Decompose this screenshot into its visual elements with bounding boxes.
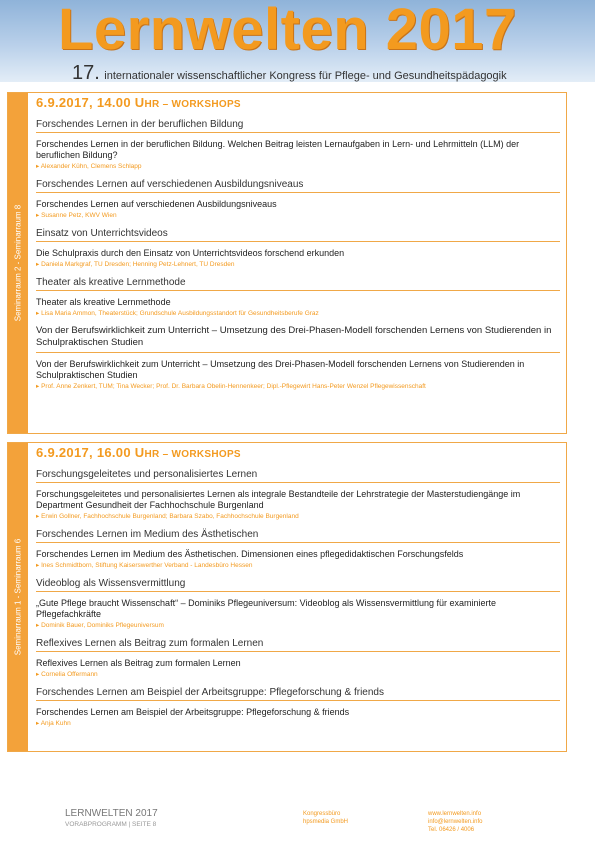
workshop-authors: ▸ Cornelia Offermann (36, 671, 98, 678)
session-block-1400 (7, 92, 567, 434)
workshop-authors: ▸ Lisa Maria Ammon, Theaterstück; Grundschule Ausbildungsstandort für Gesundheitsberufe Graz (36, 310, 319, 317)
room-label: Seminarraum 1 - Seminarraum 6 (13, 538, 23, 656)
workshop-topic: Videoblog als Wissensvermittlung (36, 578, 560, 592)
workshop-entry (36, 598, 560, 629)
workshop-title: Theater als kreative Lernmethode (36, 297, 171, 307)
footer-website-link[interactable]: www.lernwelten.info (428, 811, 482, 817)
workshop-authors: ▸ Susanne Petz, KWV Wien (36, 212, 117, 219)
workshop-entry (36, 199, 560, 219)
workshop-entry (36, 297, 560, 317)
workshop-authors: ▸ Ines Schmidtborn, Stiftung Kaiserswerther Verband - Landesbüro Hessen (36, 562, 253, 569)
workshop-title: „Gute Pflege braucht Wissenschaft“ – Dominiks Pflegeuniversum: Videoblog als Wissensvermittlung für examinierte Pflegefachkräfte (36, 598, 497, 619)
subtitle-text: internationaler wissenschaftlicher Kongress für Pflege- und Gesundheitspädagogik (104, 70, 507, 82)
session-block-1600 (7, 442, 567, 752)
workshop-title: Die Schulpraxis durch den Einsatz von Unterrichtsvideos forschend erkunden (36, 248, 345, 258)
footer-phone: Tel. 06426 / 4006 (428, 827, 475, 833)
footer-brand: LERNWELTEN 2017 (65, 808, 158, 819)
workshop-topic: Theater als kreative Lernmethode (36, 277, 560, 291)
workshop-topic: Forschendes Lernen in der beruflichen Bildung (36, 119, 560, 133)
room-tab (8, 93, 28, 433)
workshop-authors: ▸ Anja Kuhn (36, 720, 71, 727)
workshop-title: Forschendes Lernen in der beruflichen Bildung. Welchen Beitrag leisten Lernaufgaben in Lern- und Lehrmitteln (LLM) der beruflichen Bildung? (36, 139, 520, 160)
header-banner (0, 0, 595, 82)
workshop-title: Forschendes Lernen am Beispiel der Arbeitsgruppe: Pflegeforschung & friends (36, 707, 350, 717)
workshop-entry (36, 139, 560, 170)
footer-page-info: VORABPROGRAMM | SEITE 8 (65, 821, 157, 828)
workshop-topic: Forschungsgeleitetes und personalisiertes Lernen (36, 469, 560, 483)
session-body (36, 93, 560, 390)
congress-subtitle (72, 62, 507, 85)
session-heading: 6.9.2017, 14.00 UHR – WORKSHOPS (36, 95, 241, 110)
workshop-topic: Forschendes Lernen am Beispiel der Arbeitsgruppe: Pflegeforschung & friends (36, 687, 560, 701)
workshop-authors: ▸ Dominik Bauer, Dominiks Pflegeuniversum (36, 622, 164, 629)
workshop-authors: ▸ Prof. Anne Zenkert, TUM; Tina Wecker; Prof. Dr. Barbara Obelin-Hennenkeer; Dipl.-Pflegewirt Hans-Peter Wenzel Pflegewissenschaft (36, 383, 426, 390)
workshop-topic: Reflexives Lernen als Beitrag zum formalen Lernen (36, 638, 560, 652)
edition-number: 17. (72, 62, 100, 84)
workshop-topic: Forschendes Lernen im Medium des Ästhetischen (36, 529, 560, 543)
workshop-topic: Einsatz von Unterrichtsvideos (36, 228, 560, 242)
room-label: Seminarraum 2 - Seminarraum 8 (13, 204, 23, 322)
workshop-title: Forschendes Lernen auf verschiedenen Ausbildungsniveaus (36, 199, 277, 209)
workshop-topic: Forschendes Lernen auf verschiedenen Ausbildungsniveaus (36, 179, 560, 193)
workshop-title: Reflexives Lernen als Beitrag zum formalen Lernen (36, 658, 241, 668)
congress-title: Lernwelten 2017 (58, 0, 517, 62)
workshop-authors: ▸ Erwin Gollner, Fachhochschule Burgenland; Barbara Szabo, Fachhochschule Burgenland (36, 513, 299, 520)
session-heading: 6.9.2017, 16.00 UHR – WORKSHOPS (36, 445, 241, 460)
workshop-entry (36, 489, 560, 520)
workshop-entry (36, 549, 560, 569)
workshop-title: Forschungsgeleitetes und personalisiertes Lernen als integrale Bestandteile der Lehrstrategie der Masterstudiengänge im Department Gesundheit der Fachhochschule Burgenland (36, 489, 521, 510)
session-body (36, 443, 560, 727)
workshop-entry (36, 248, 560, 268)
workshop-authors: ▸ Daniela Markgraf, TU Dresden; Henning Petz-Lehnert, TU Dresden (36, 261, 235, 268)
workshop-entry (36, 707, 560, 727)
footer-email-link[interactable]: info@lernwelten.info (428, 819, 483, 825)
room-tab (8, 443, 28, 751)
footer-contact-links (428, 810, 482, 834)
workshop-title: Von der Berufswirklichkeit zum Unterricht – Umsetzung des Drei-Phasen-Modell forschenden Lernens von Studierenden in Schulpraktischen Studien (36, 359, 525, 380)
workshop-title: Forschendes Lernen im Medium des Ästhetischen. Dimensionen eines pflegedidaktischen Forschungsfelds (36, 549, 464, 559)
workshop-entry (36, 359, 560, 390)
workshop-authors: ▸ Alexander Kühn, Clemens Schlapp (36, 163, 142, 170)
footer-contact-office: Kongressbüro hpsmedia GmbH (303, 811, 349, 825)
workshop-topic-long: Von der Berufswirklichkeit zum Unterricht – Umsetzung des Drei-Phasen-Modell forschenden Lernens von Studierenden in Schulpraktischen Studien (36, 325, 560, 353)
workshop-entry (36, 658, 560, 678)
